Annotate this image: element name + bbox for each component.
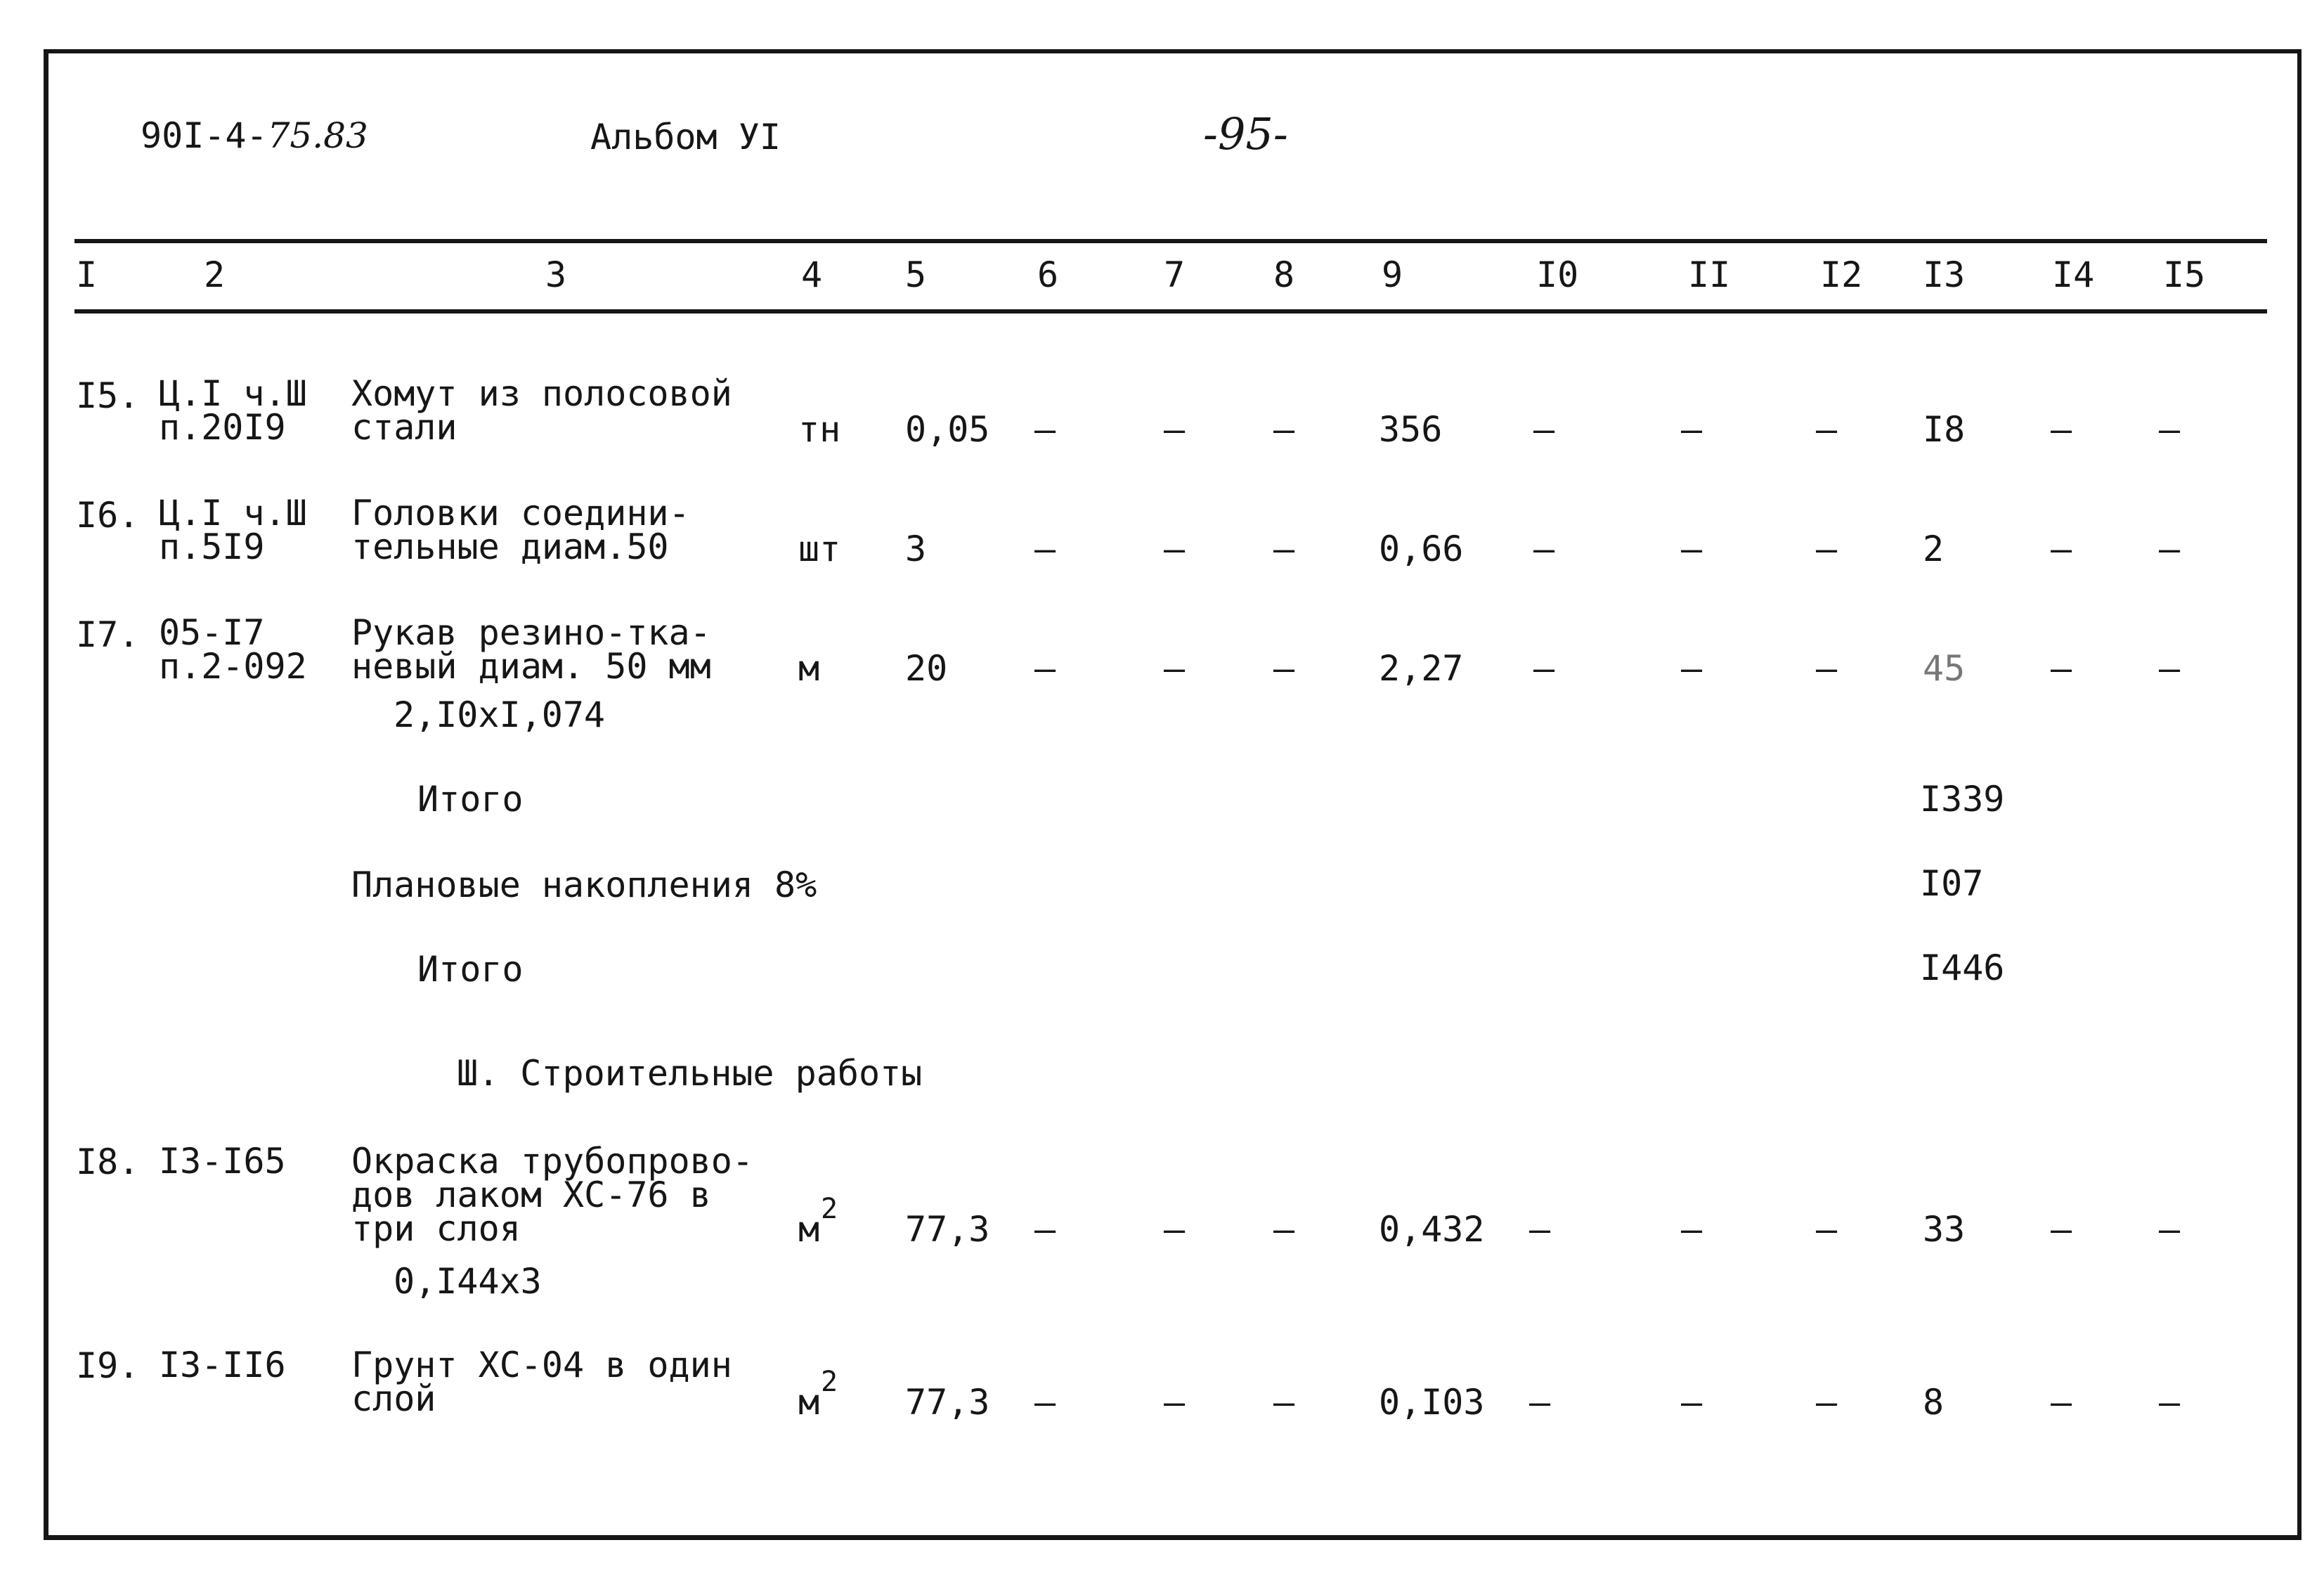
grand-total-label: Итого <box>417 949 524 990</box>
row-name: Рукав резино-тка- невый диам. 50 мм <box>351 612 711 687</box>
col-header-4: 4 <box>801 254 823 295</box>
row-note: 0,I44x3 <box>394 1261 542 1302</box>
total-value: I339 <box>1920 779 2005 820</box>
col-header-14: I4 <box>2052 254 2095 295</box>
row-col13: I8 <box>1923 409 1966 450</box>
row-col12: – <box>1816 1209 1838 1250</box>
row-col8: – <box>1273 1382 1295 1423</box>
row-note: 2,I0xI,074 <box>394 694 606 735</box>
album-label: Альбом УI <box>590 117 781 157</box>
row-col10: – <box>1529 1209 1551 1250</box>
unit-superscript: 2 <box>821 1193 838 1225</box>
row-col14: – <box>2051 1382 2072 1423</box>
row-code: 05-I7 п.2-092 <box>159 612 307 687</box>
col-header-12: I2 <box>1820 254 1863 295</box>
planned-savings-label: Плановые накопления 8% <box>351 865 817 905</box>
row-name: Хомут из полосовой стали <box>351 373 732 448</box>
col-header-5: 5 <box>905 254 927 295</box>
grand-total-value: I446 <box>1920 948 2005 988</box>
row-name: Грунт ХС-04 в один слой <box>351 1345 732 1419</box>
row-col12: – <box>1816 1382 1838 1423</box>
row-col6: – <box>1034 1209 1056 1250</box>
row-number: I5. <box>76 375 140 416</box>
row-code: Ц.I ч.Ш п.20I9 <box>159 373 307 448</box>
col-header-8: 8 <box>1273 254 1295 295</box>
row-col8: – <box>1273 1209 1295 1250</box>
row-col8: – <box>1273 409 1295 450</box>
row-col9: 0,66 <box>1379 529 1464 569</box>
col-header-3: 3 <box>545 254 567 295</box>
page-number: -95- <box>1203 108 1288 160</box>
row-name: Окраска трубопрово- дов лаком ХС-76 в три слоя <box>351 1141 753 1249</box>
row-unit: шт <box>798 529 841 569</box>
row-col10: – <box>1529 1382 1551 1423</box>
row-col5: 77,3 <box>905 1209 990 1250</box>
unit-superscript: 2 <box>821 1366 838 1398</box>
col-header-9: 9 <box>1382 254 1403 295</box>
row-code: Ц.I ч.Ш п.5I9 <box>159 493 307 567</box>
row-col5: 77,3 <box>905 1382 990 1423</box>
row-col6: – <box>1034 648 1056 689</box>
row-col15: – <box>2159 648 2181 689</box>
row-unit: м <box>798 1209 820 1250</box>
row-col7: – <box>1164 648 1186 689</box>
col-header-1: I <box>76 254 98 295</box>
row-number: I7. <box>76 614 140 655</box>
row-code: I3-I65 <box>159 1141 286 1182</box>
row-col13: 2 <box>1923 529 1945 569</box>
row-col11: – <box>1681 1209 1703 1250</box>
row-col14: – <box>2051 1209 2072 1250</box>
row-col11: – <box>1681 529 1703 569</box>
row-col7: – <box>1164 409 1186 450</box>
col-header-6: 6 <box>1037 254 1059 295</box>
col-header-7: 7 <box>1164 254 1186 295</box>
row-number: I8. <box>76 1142 140 1182</box>
row-unit: тн <box>798 409 841 450</box>
row-col15: – <box>2159 1382 2181 1423</box>
header-top-rule <box>74 239 2267 243</box>
row-col7: – <box>1164 529 1186 569</box>
row-col15: – <box>2159 529 2181 569</box>
row-col9: 0,432 <box>1379 1209 1485 1250</box>
row-col9: 0,I03 <box>1379 1382 1485 1423</box>
row-col15: – <box>2159 1209 2181 1250</box>
total-label: Итого <box>417 779 524 820</box>
row-col9: 356 <box>1379 409 1443 450</box>
row-unit: м <box>798 1382 820 1423</box>
row-col14: – <box>2051 529 2072 569</box>
row-col8: – <box>1273 648 1295 689</box>
row-col13: 45 <box>1923 648 1966 689</box>
header-bottom-rule <box>74 309 2267 313</box>
row-col13: 33 <box>1923 1209 1966 1250</box>
row-col15: – <box>2159 409 2181 450</box>
row-col12: – <box>1816 409 1838 450</box>
row-name: Головки соедини- тельные диам.50 <box>351 493 690 567</box>
row-col7: – <box>1164 1382 1186 1423</box>
row-col6: – <box>1034 409 1056 450</box>
row-col7: – <box>1164 1209 1186 1250</box>
planned-savings-value: I07 <box>1920 863 1984 904</box>
row-col10: – <box>1533 648 1555 689</box>
row-col9: 2,27 <box>1379 648 1464 689</box>
row-col8: – <box>1273 529 1295 569</box>
row-code: I3-II6 <box>159 1345 286 1385</box>
row-col10: – <box>1533 409 1555 450</box>
row-number: I9. <box>76 1345 140 1386</box>
row-col11: – <box>1681 1382 1703 1423</box>
row-number: I6. <box>76 495 140 536</box>
row-col13: 8 <box>1923 1382 1945 1423</box>
row-col6: – <box>1034 529 1056 569</box>
row-col6: – <box>1034 1382 1056 1423</box>
row-col14: – <box>2051 648 2072 689</box>
row-col12: – <box>1816 648 1838 689</box>
doc-code: 90I-4-75.83 <box>141 115 368 156</box>
row-unit: м <box>798 648 820 689</box>
row-col10: – <box>1533 529 1555 569</box>
row-col12: – <box>1816 529 1838 569</box>
col-header-15: I5 <box>2163 254 2206 295</box>
section-title: Ш. Строительные работы <box>457 1053 923 1094</box>
col-header-11: II <box>1688 254 1731 295</box>
col-header-13: I3 <box>1923 254 1966 295</box>
row-col5: 3 <box>905 529 927 569</box>
col-header-2: 2 <box>204 254 226 295</box>
row-col11: – <box>1681 409 1703 450</box>
row-col11: – <box>1681 648 1703 689</box>
row-col5: 20 <box>905 648 948 689</box>
row-col14: – <box>2051 409 2072 450</box>
col-header-10: I0 <box>1536 254 1579 295</box>
row-col5: 0,05 <box>905 409 990 450</box>
